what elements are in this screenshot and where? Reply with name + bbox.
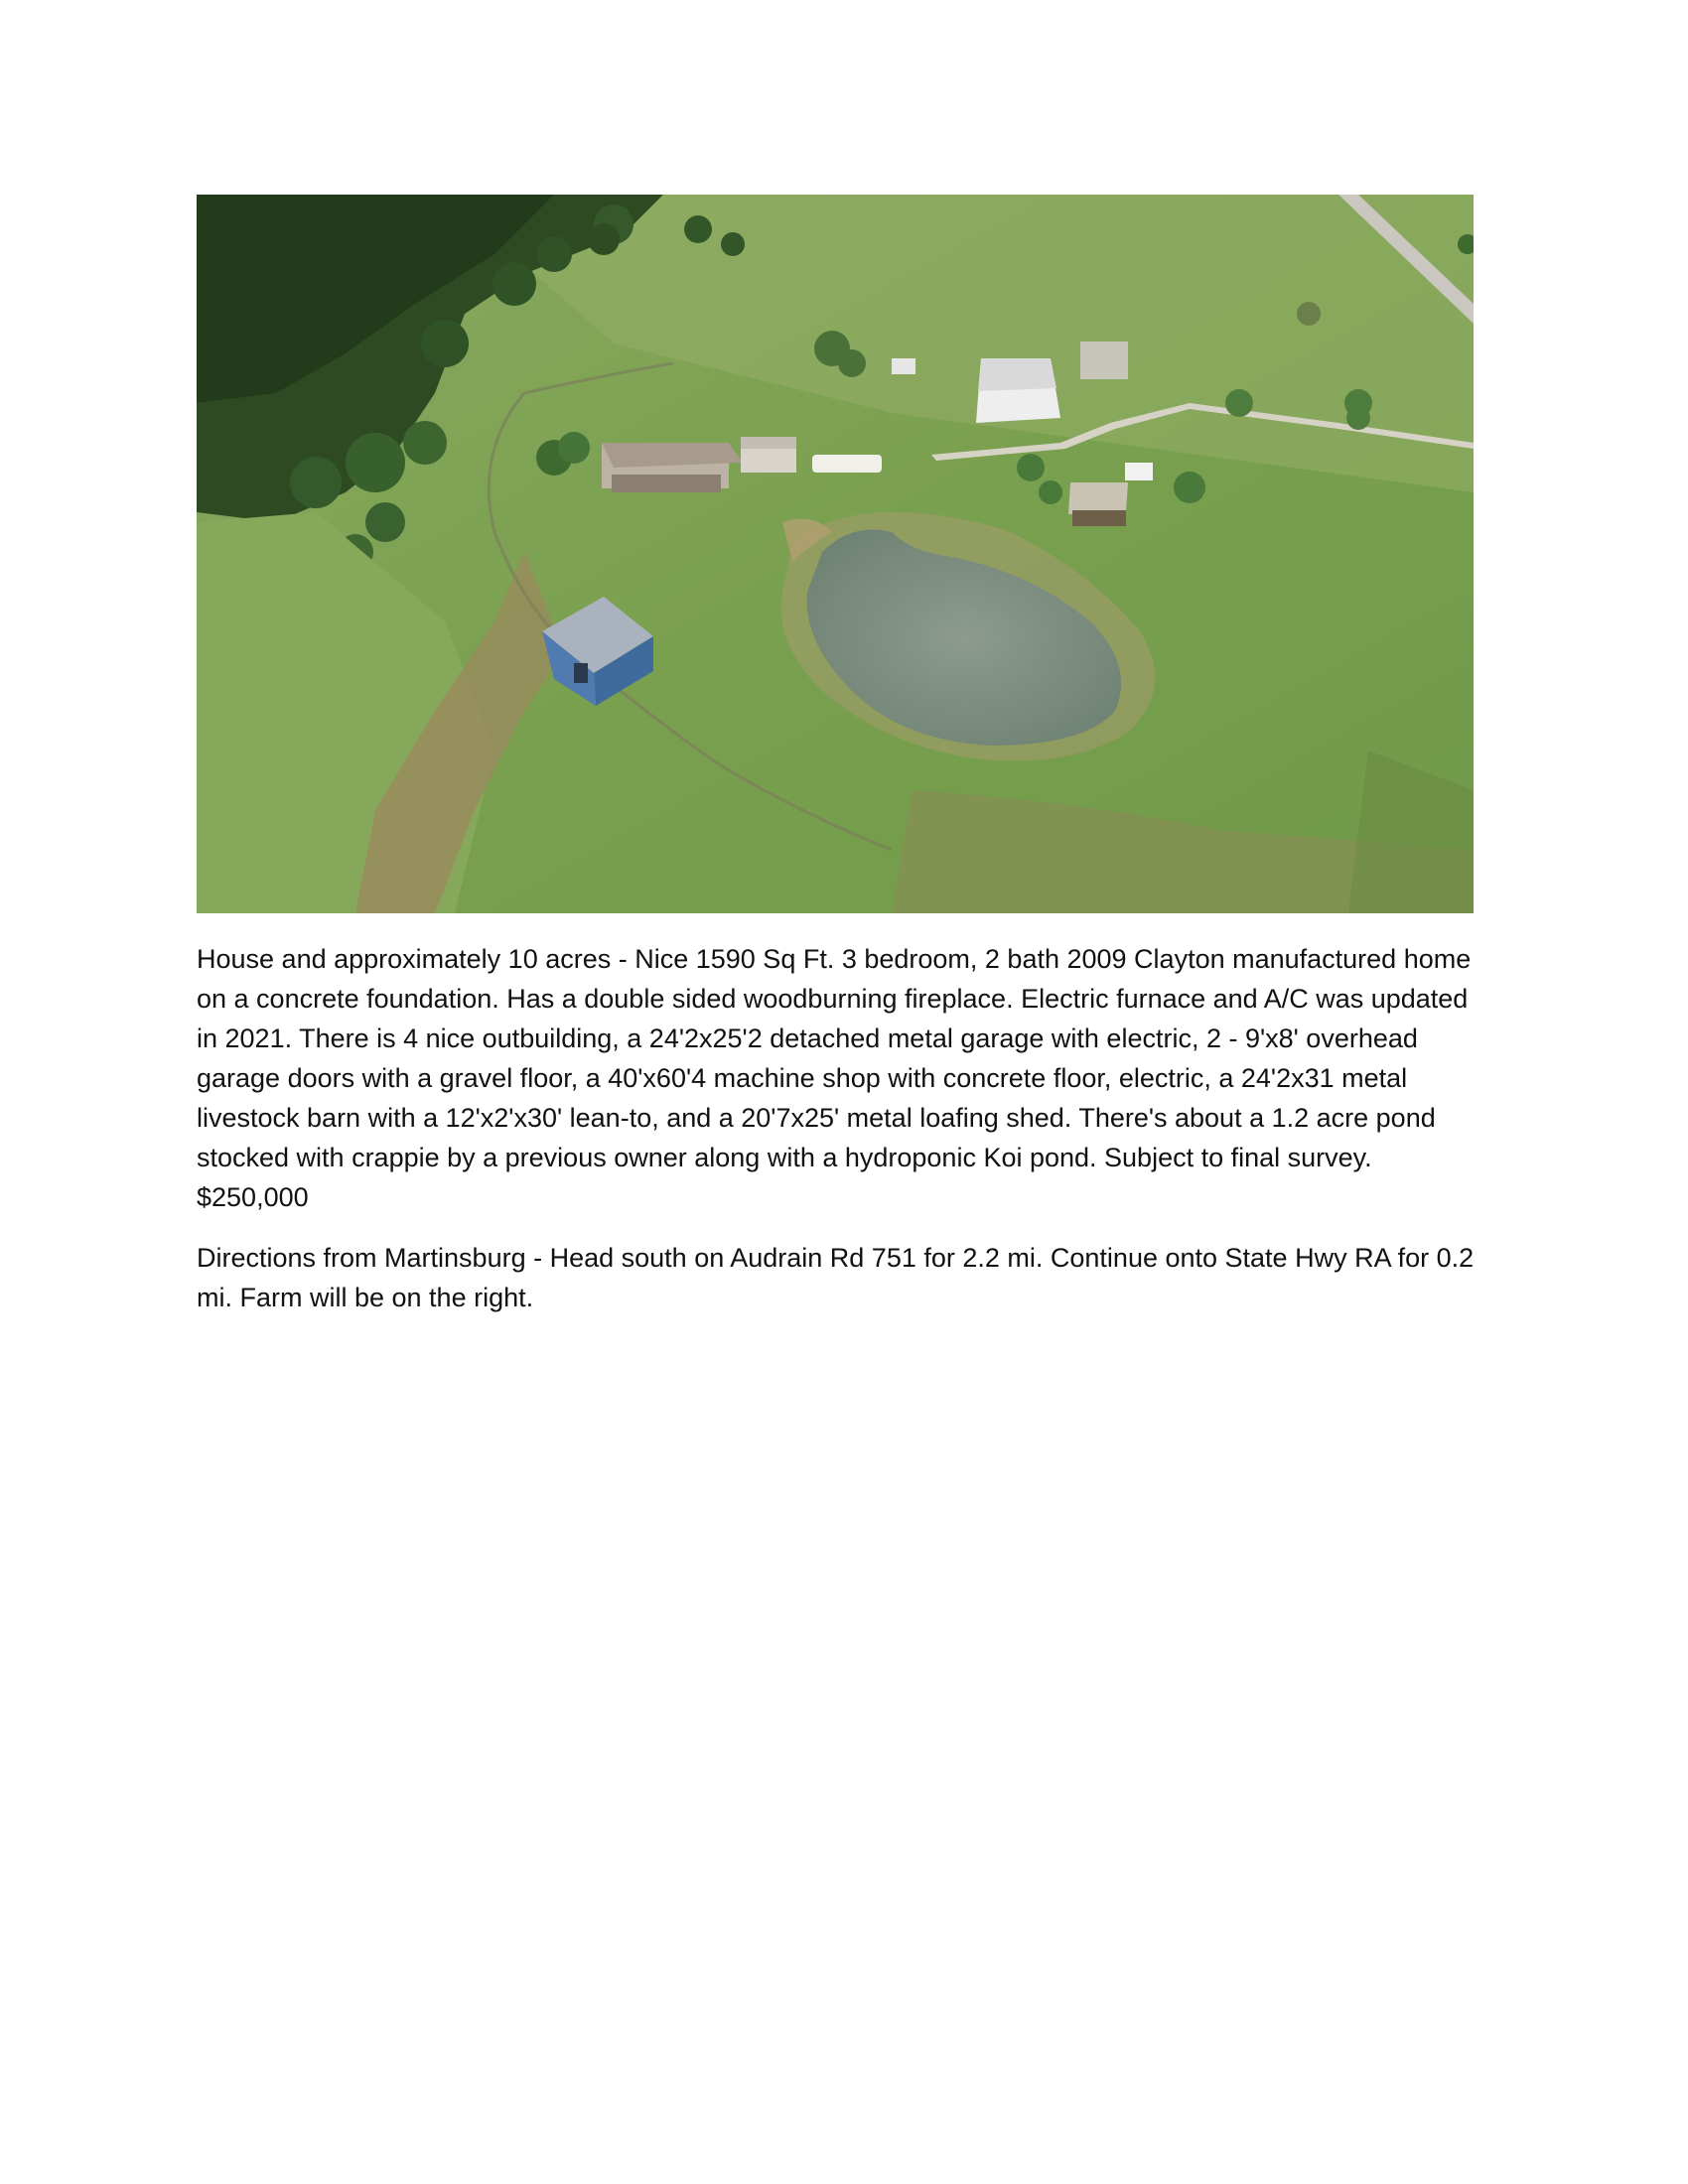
property-aerial-photo bbox=[197, 195, 1474, 913]
property-directions: Directions from Martinsburg - Head south on Audrain Rd 751 for 2.2 mi. Continue onto State Hwy RA for 0.2 mi. Farm will be on the right. bbox=[197, 1243, 1475, 1312]
property-description: House and approximately 10 acres - Nice 1590 Sq Ft. 3 bedroom, 2 bath 2009 Clayton manufactured home on a concrete foundation. Has a double sided woodburning fireplace. Electric furnace and A/C was updated in 2021. There is 4 nice outbuilding, a 24'2x25'2 detached metal garage with electric, 2 - 9'x8' overhead garage doors with a gravel floor, a 40'x60'4 machine shop with concrete floor, electric, a 24'2x31 metal livestock barn with a 12'x2'x30' lean-to, and a 20'7x25' metal loafing shed. There's about a 1.2 acre pond stocked with crappie by a previous owner along with a hydroponic Koi pond. Subject to final survey. $250,000 bbox=[197, 944, 1472, 1212]
